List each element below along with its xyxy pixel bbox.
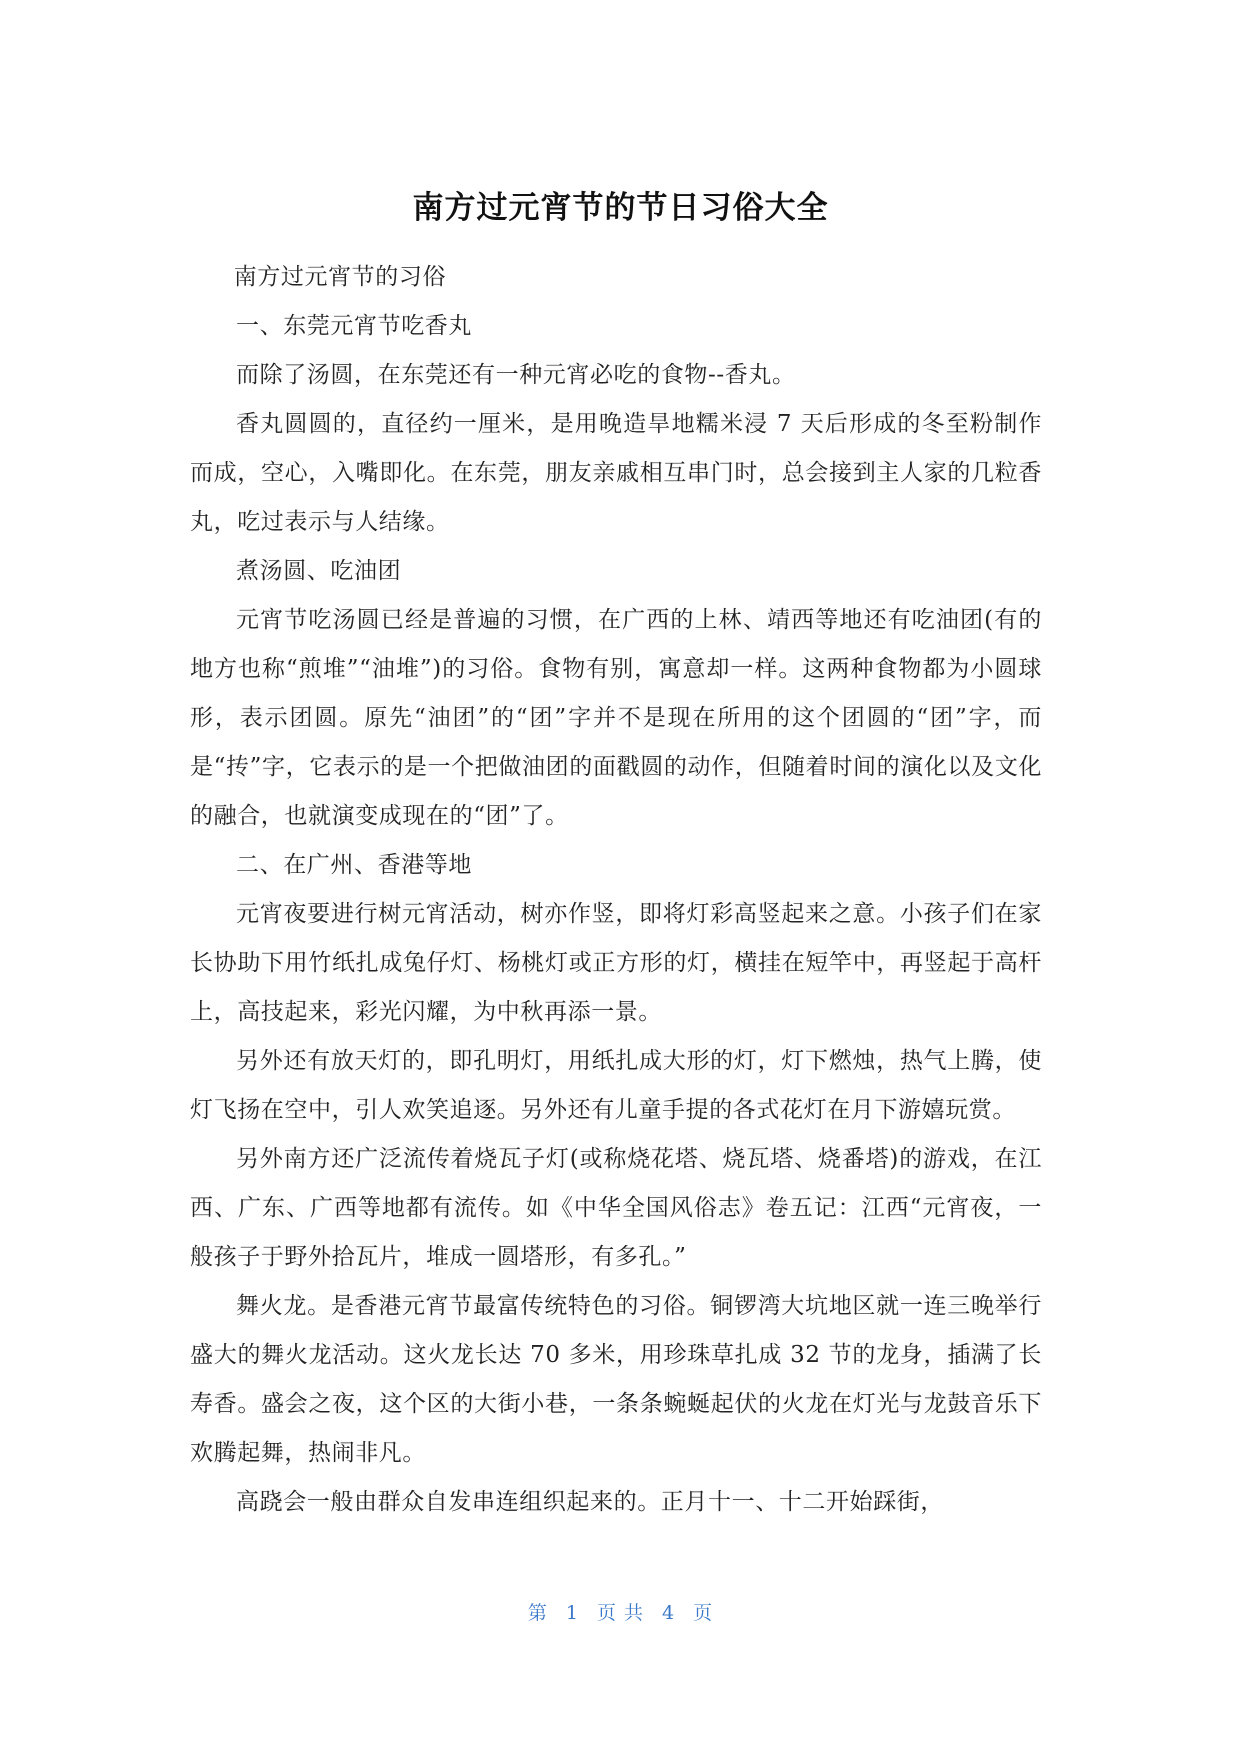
paragraph: 南方过元宵节的习俗 bbox=[233, 264, 447, 290]
footer-total-suffix: 页 bbox=[693, 1602, 714, 1624]
page-footer bbox=[0, 1598, 1241, 1625]
paragraph: 舞火龙。是香港元宵节最富传统特色的习俗。铜锣湾大坑地区就一连三晚举行盛大的舞火龙活动。这火龙长达 70 多米，用珍珠草扎成 32 节的龙身，插满了长寿香。盛会之夜，这个区的大街小巷，一条条蜿蜒起伏的火龙在灯光与龙鼓音乐下欢腾起舞，热闹非凡。 bbox=[190, 1293, 1042, 1466]
paragraph: 另外还有放天灯的，即孔明灯，用纸扎成大形的灯，灯下燃烛，热气上腾，使灯飞扬在空中，引人欢笑追逐。另外还有儿童手提的各式花灯在月下游嬉玩赏。 bbox=[190, 1048, 1042, 1123]
paragraph: 香丸圆圆的，直径约一厘米，是用晚造旱地糯米浸 7 天后形成的冬至粉制作而成，空心，入嘴即化。在东莞，朋友亲戚相互串门时，总会接到主人家的几粒香丸，吃过表示与人结缘。 bbox=[190, 411, 1042, 535]
section-heading: 二、在广州、香港等地 bbox=[236, 852, 472, 878]
footer-total-pages: 4 bbox=[662, 1602, 676, 1624]
footer-current-page: 1 bbox=[565, 1602, 579, 1624]
paragraph: 元宵节吃汤圆已经是普遍的习惯，在广西的上林、靖西等地还有吃油团(有的地方也称“煎堆”“油堆”)的习俗。食物有别，寓意却一样。这两种食物都为小圆球形，表示团圆。原先“油团”的“团”字并不是现在所用的这个团圆的“团”字，而是“抟”字，它表示的是一个把做油团的面戳圆的动作，但随着时间的演化以及文化的融合，也就演变成现在的“团”了。 bbox=[190, 607, 1042, 829]
paragraph: 高跷会一般由群众自发串连组织起来的。正月十一、十二开始踩街， bbox=[236, 1489, 944, 1515]
footer-total-prefix: 页 共 bbox=[596, 1602, 645, 1624]
paragraph: 另外南方还广泛流传着烧瓦子灯(或称烧花塔、烧瓦塔、烧番塔)的游戏，在江西、广东、广西等地都有流传。如《中华全国风俗志》卷五记：江西“元宵夜，一般孩子于野外拾瓦片，堆成一圆塔形，有多孔。” bbox=[190, 1146, 1042, 1270]
section-heading: 一、东莞元宵节吃香丸 bbox=[236, 313, 472, 339]
section-heading: 煮汤圆、吃油团 bbox=[236, 558, 402, 584]
footer-page-label: 第 bbox=[527, 1602, 548, 1624]
paragraph: 而除了汤圆，在东莞还有一种元宵必吃的食物--香丸。 bbox=[236, 362, 796, 388]
paragraph: 元宵夜要进行树元宵活动，树亦作竖，即将灯彩高竖起来之意。小孩子们在家长协助下用竹纸扎成兔仔灯、杨桃灯或正方形的灯，横挂在短竿中，再竖起于高杆上，高技起来，彩光闪耀，为中秋再添一景。 bbox=[190, 901, 1042, 1025]
document-body bbox=[190, 253, 1042, 1527]
document-title: 南方过元宵节的节日习俗大全 bbox=[412, 190, 829, 226]
